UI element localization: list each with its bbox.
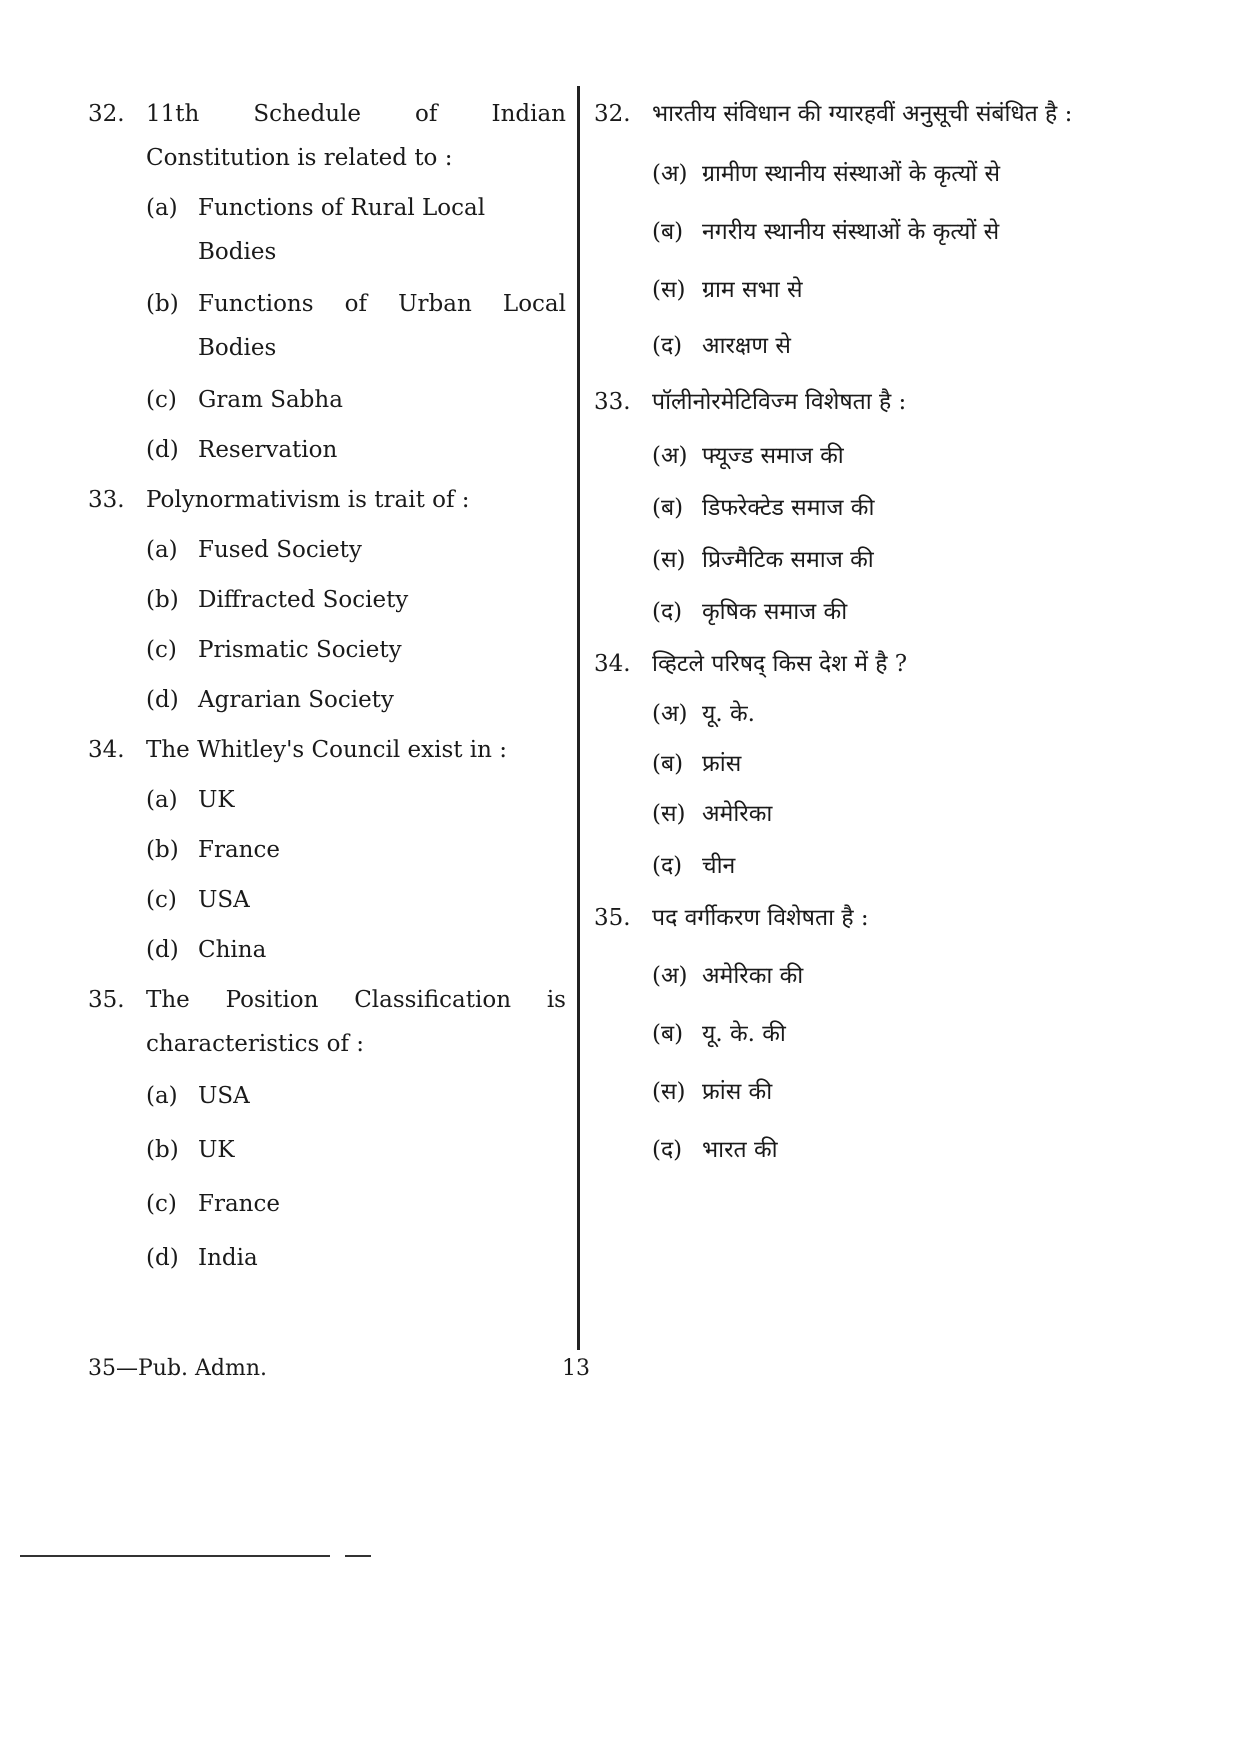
question-35-en [88, 978, 566, 1280]
option-b: (ब) यू. के. की [652, 1021, 786, 1047]
option-a: (अ) अमेरिका की [652, 963, 804, 989]
option-d: (d) Agrarian Society [146, 687, 394, 713]
option-a: (a) USA [146, 1083, 250, 1109]
question-text: Polynormativism is trait of : [146, 487, 470, 513]
question-text: व्हिटले परिषद् किस देश में है ? [652, 651, 908, 677]
option-c: (स) प्रिज्मैटिक समाज की [652, 547, 874, 573]
question-34-en [88, 728, 566, 972]
option-b: (ब) फ्रांस [652, 751, 742, 777]
question-32-en [88, 92, 566, 472]
bottom-rule [20, 1555, 330, 1557]
bottom-rule-short [345, 1555, 371, 1557]
english-column [88, 92, 566, 1280]
option-a: (अ) यू. के. [652, 701, 755, 727]
option-b: (b) UK [146, 1137, 235, 1163]
page-number: 13 [562, 1356, 590, 1381]
option-b: (b) France [146, 837, 280, 863]
question-text: The Position Classification is characteristics of : [146, 987, 566, 1057]
question-text: पॉलीनोरमेटिविज्म विशेषता है : [652, 389, 907, 415]
option-c: (c) France [146, 1191, 280, 1217]
option-d: (d) China [146, 937, 267, 963]
question-text: भारतीय संविधान की ग्यारहवीं अनुसूची संबंधित है : [652, 101, 1073, 127]
option-c: (c) Prismatic Society [146, 637, 402, 663]
option-d: (d) Reservation [146, 437, 338, 463]
option-d: (द) आरक्षण से [652, 333, 791, 359]
question-32-hi [594, 92, 1079, 368]
hindi-column [594, 92, 1079, 1172]
question-text: 11th Schedule of Indian Constitution is related to : [146, 101, 566, 171]
option-a: (a) UK [146, 787, 235, 813]
column-divider [577, 86, 580, 1350]
option-c: (स) अमेरिका [652, 801, 773, 827]
question-number: 33. [594, 389, 631, 415]
option-a: (अ) फ्यूज्ड समाज की [652, 443, 844, 469]
option-b: (ब) डिफरेक्टेड समाज की [652, 495, 875, 521]
question-number: 34. [88, 737, 125, 763]
question-number: 35. [594, 905, 631, 931]
question-text: The Whitley's Council exist in : [146, 737, 508, 763]
option-d: (द) चीन [652, 853, 736, 879]
option-b: (ब) नगरीय स्थानीय संस्थाओं के कृत्यों से [652, 219, 1000, 245]
question-number: 32. [594, 101, 631, 127]
option-b: (b) Diffracted Society [146, 587, 409, 613]
option-b: (b) Functions of Urban Local Bodies [146, 291, 566, 361]
option-a: (a) Fused Society [146, 537, 362, 563]
paper-code: 35—Pub. Admn. [88, 1356, 268, 1381]
option-d: (द) भारत की [652, 1137, 778, 1163]
question-34-hi [594, 642, 1079, 888]
question-33-hi [594, 380, 1079, 634]
question-number: 32. [88, 101, 125, 127]
option-c: (c) USA [146, 887, 250, 913]
option-a: (अ) ग्रामीण स्थानीय संस्थाओं के कृत्यों से [652, 161, 1001, 187]
option-d: (द) कृषिक समाज की [652, 599, 848, 625]
question-text: पद वर्गीकरण विशेषता है : [652, 905, 869, 931]
option-d: (d) India [146, 1245, 258, 1271]
option-c: (स) फ्रांस की [652, 1079, 773, 1105]
question-number: 33. [88, 487, 125, 513]
question-35-hi [594, 896, 1079, 1172]
option-c: (c) Gram Sabha [146, 387, 343, 413]
option-a: (a) Functions of Rural Local Bodies [146, 195, 486, 265]
question-number: 34. [594, 651, 631, 677]
question-number: 35. [88, 987, 125, 1013]
option-c: (स) ग्राम सभा से [652, 277, 803, 303]
question-33-en [88, 478, 566, 722]
